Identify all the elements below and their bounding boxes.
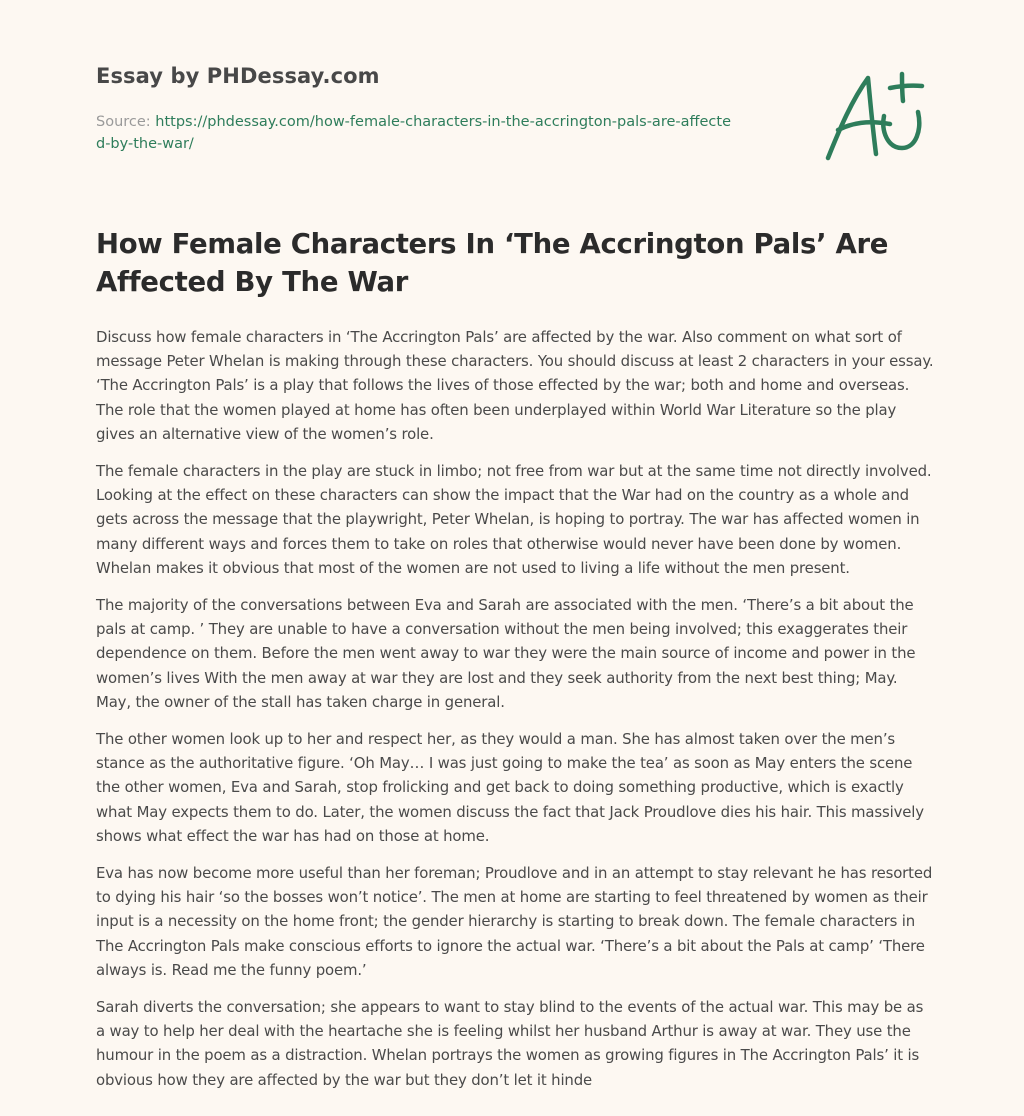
essay-paragraph: Sarah diverts the conversation; she appears to want to stay blind to the events of the actual war. This may be as a way to help her deal with the heartache she is feeling whilst her husband Arthur is away at war. They use the humour in the poem as a distraction. Whelan portrays the women as growing figures in The Accrington Pals’ it is obvious how they are affected by the war but they don’t let it hinde — [96, 998, 924, 1089]
essay-title: How Female Characters In ‘The Accrington Pals’ Are Affected By The War — [96, 228, 889, 298]
essay-paragraph: Discuss how female characters in ‘The Accrington Pals’ are affected by the war. Also comment on what sort of message Peter Whelan is making through these characters. You should discuss at least 2 characters in your essay. ‘The Accrington Pals’ is a play that follows the lives of those effected by the war; both and home and overseas. The role that the women played at home has often been underplayed within World War Literature so the play gives an alternative view of the women’s role. — [96, 328, 934, 443]
essay-paragraph: The majority of the conversations between Eva and Sarah are associated with the men. ‘There’s a bit about the pals at camp. ’ They are unable to have a conversation without the men being involved; this exaggerates their dependence on them. Before the men went away to war they were the main source of income and power in the women’s lives With the men away at war they are lost and they seek authority from the next best thing; May. May, the owner of the stall has taken charge in general. — [96, 596, 916, 711]
source-label: Source: — [96, 114, 151, 130]
essay-body — [96, 325, 936, 1105]
a-plus-grade-icon — [818, 68, 930, 164]
essay-paragraph: The other women look up to her and respect her, as they would a man. She has almost taken over the men’s stance as the authoritative figure. ‘Oh May… I was just going to make the tea’ as soon as May enters the scene the other women, Eva and Sarah, stop frolicking and get back to doing something productive, which is exactly what May expects them to do. Later, the women discuss the fact that Jack Proudlove dies his hair. This massively shows what effect the war has had on those at home. — [96, 730, 924, 845]
source-line — [96, 111, 736, 155]
source-link[interactable]: https://phdessay.com/how-female-characters-in-the-accrington-pals-are-affected-by-the-war/ — [96, 114, 731, 152]
site-title: Essay by PHDessay.com — [96, 64, 380, 88]
essay-paragraph: Eva has now become more useful than her foreman; Proudlove and in an attempt to stay relevant he has resorted to dying his hair ‘so the bosses won’t notice’. The men at home are starting to feel threatened by women as their input is a necessity on the home front; the gender hierarchy is starting to break down. The female characters in The Accrington Pals make conscious efforts to ignore the actual war. ‘There’s a bit about the Pals at camp’ ‘There always is. Read me the funny poem.’ — [96, 864, 933, 979]
essay-paragraph: The female characters in the play are stuck in limbo; not free from war but at the same time not directly involved. Looking at the effect on these characters can show the impact that the War had on the country as a whole and gets across the message that the playwright, Peter Whelan, is hoping to portray. The war has affected women in many different ways and forces them to take on roles that otherwise would never have been done by women. Whelan makes it obvious that most of the women are not used to living a life without the men present. — [96, 462, 932, 577]
